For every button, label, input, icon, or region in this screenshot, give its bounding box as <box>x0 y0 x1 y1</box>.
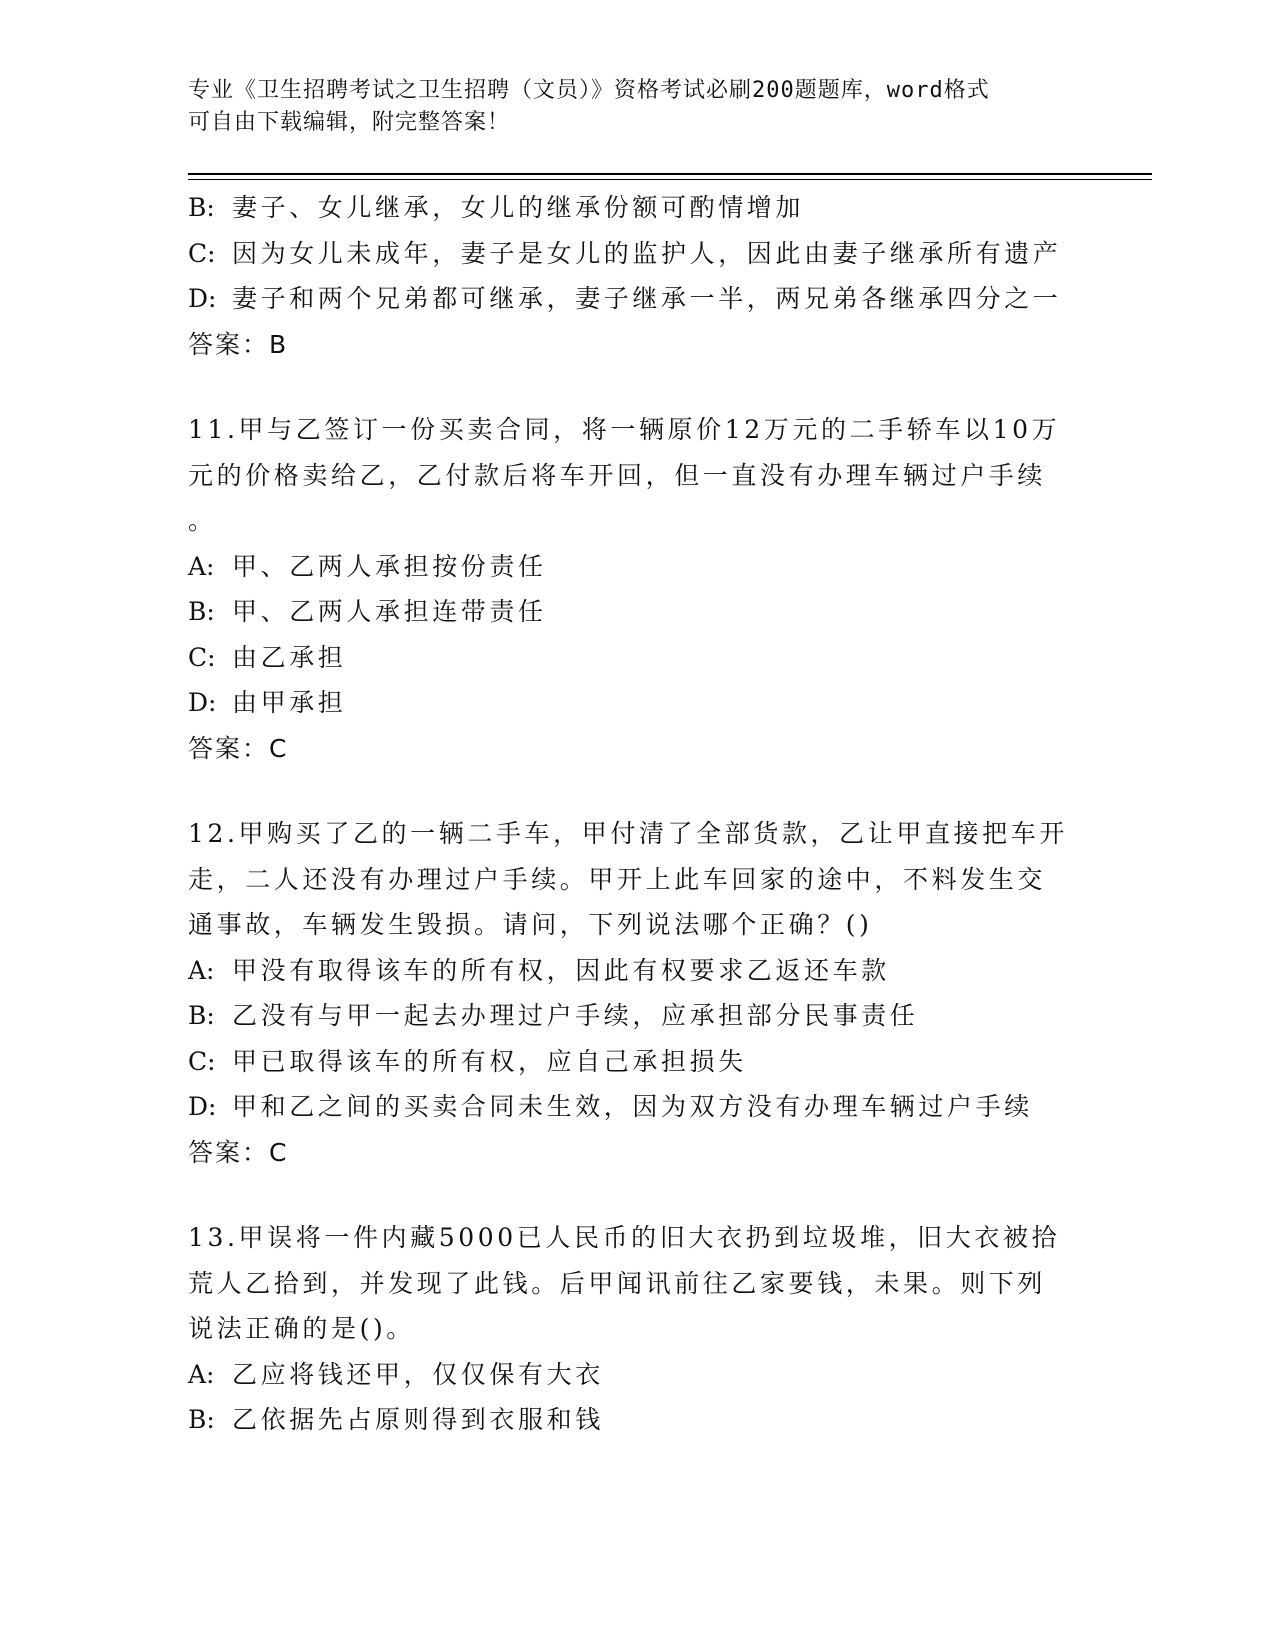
option-a: A: 甲没有取得该车的所有权，因此有权要求乙返还车款 <box>188 955 890 985</box>
spacer <box>188 771 1068 811</box>
question-stem-line: 11.甲与乙签订一份买卖合同，将一辆原价12万元的二手轿车以10万 <box>188 415 1061 444</box>
option-b: B: 乙依据先占原则得到衣服和钱 <box>188 1405 604 1434</box>
option-c: C: 由乙承担 <box>188 642 347 672</box>
option-b: B: 乙没有与甲一起去办理过户手续，应承担部分民事责任 <box>188 1001 919 1030</box>
header-title-line-1: 专业《卫生招聘考试之卫生招聘（文员）》资格考试必刷200题题库，word格式 <box>188 78 990 103</box>
option-a: A: 乙应将钱还甲，仅仅保有大衣 <box>188 1359 604 1389</box>
question-stem-line: 说法正确的是()。 <box>188 1314 415 1343</box>
answer-line: 答案：C <box>188 1137 289 1167</box>
document-body <box>188 185 1068 1443</box>
option-d: D: 由甲承担 <box>188 688 347 717</box>
header-title-line-2: 可自由下载编辑，附完整答案！ <box>188 110 511 135</box>
answer-line: 答案：B <box>188 329 289 359</box>
question-10-continued <box>188 185 1068 367</box>
question-stem-line: 。 <box>188 506 217 535</box>
option-b: B: 妻子、女儿继承，女儿的继承份额可酌情增加 <box>188 193 805 222</box>
option-d: D: 妻子和两个兄弟都可继承，妻子继承一半，两兄弟各继承四分之一 <box>188 284 1062 313</box>
question-stem-line: 走，二人还没有办理过户手续。甲开上此车回家的途中，不料发生交 <box>188 864 1047 894</box>
option-c: C: 因为女儿未成年，妻子是女儿的监护人，因此由妻子继承所有遗产 <box>188 238 1062 268</box>
spacer <box>188 1175 1068 1215</box>
document-header <box>188 75 1068 139</box>
question-stem-line: 通事故，车辆发生毁损。请问，下列说法哪个正确？() <box>188 910 873 939</box>
question-13 <box>188 1215 1068 1443</box>
question-stem-line: 13.甲误将一件内藏5000已人民币的旧大衣扔到垃圾堆，旧大衣被拾 <box>188 1223 1061 1252</box>
question-12 <box>188 811 1068 1175</box>
option-c: C: 甲已取得该车的所有权，应自己承担损失 <box>188 1046 747 1076</box>
header-rule-thick <box>188 173 1152 175</box>
question-stem-line: 12.甲购买了乙的一辆二手车，甲付清了全部货款，乙让甲直接把车开 <box>188 819 1068 848</box>
option-a: A: 甲、乙两人承担按份责任 <box>188 551 547 581</box>
answer-line: 答案：C <box>188 733 289 763</box>
question-stem-line: 元的价格卖给乙，乙付款后将车开回，但一直没有办理车辆过户手续 <box>188 460 1047 490</box>
question-stem-line: 荒人乙拾到，并发现了此钱。后甲闻讯前往乙家要钱，未果。则下列 <box>188 1268 1047 1298</box>
option-d: D: 甲和乙之间的买卖合同未生效，因为双方没有办理车辆过户手续 <box>188 1092 1033 1121</box>
question-11 <box>188 407 1068 771</box>
option-b: B: 甲、乙两人承担连带责任 <box>188 597 547 626</box>
header-rule-thin <box>188 179 1152 180</box>
spacer <box>188 367 1068 407</box>
